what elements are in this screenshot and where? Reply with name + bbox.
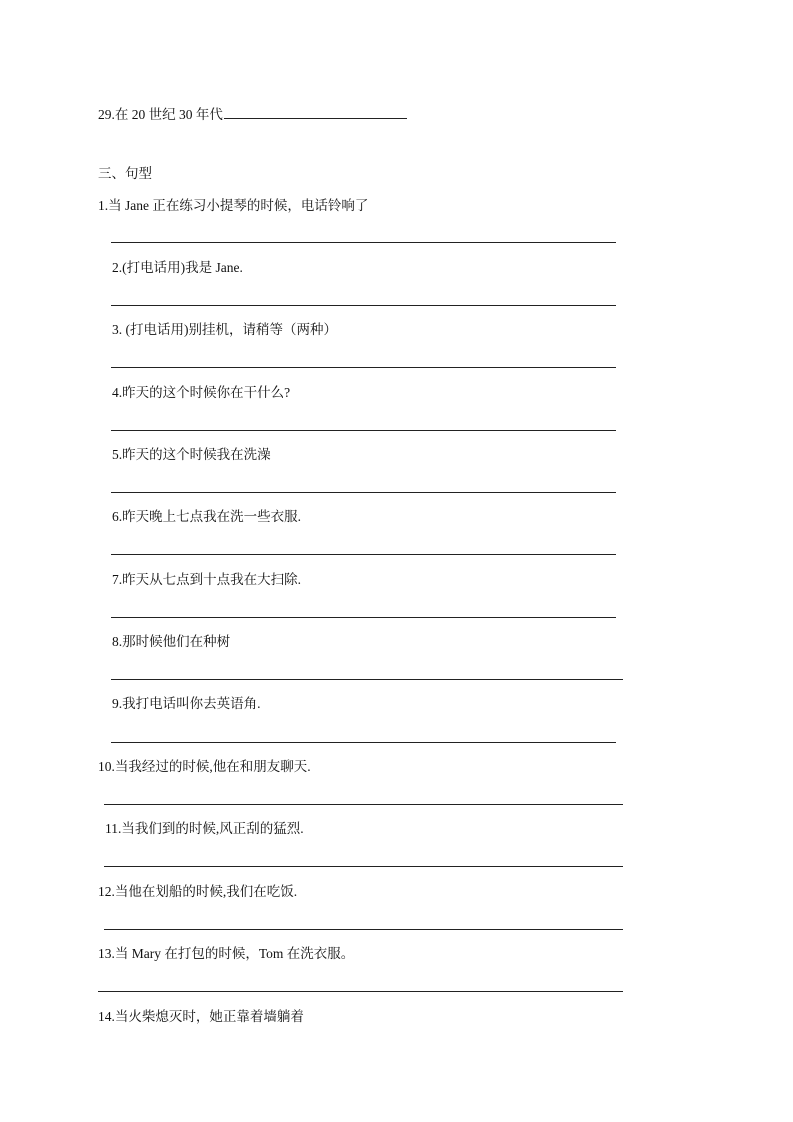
answer-line-12[interactable] [104,929,623,930]
question-2: 2.(打电话用)我是 Jane. [112,260,243,275]
question-10: 10.当我经过的时候,他在和朋友聊天. [98,759,311,774]
answer-line-9[interactable] [111,742,616,743]
question-6: 6.昨天晚上七点我在洗一些衣服. [112,509,301,524]
answer-line-2[interactable] [111,305,616,306]
question-1: 1.当 Jane 正在练习小提琴的时候，电话铃响了 [98,198,369,213]
question-11: 11.当我们到的时候,风正刮的猛烈. [105,821,304,836]
answer-line-13[interactable] [98,991,623,992]
question-8: 8.那时候他们在种树 [112,634,231,649]
answer-line-1[interactable] [111,242,616,243]
answer-line-7[interactable] [111,617,616,618]
question-13: 13.当 Mary 在打包的时候，Tom 在洗衣服。 [98,946,355,961]
answer-line-4[interactable] [111,430,616,431]
question-29-text: 29.在 20 世纪 30 年代 [98,107,223,122]
question-12: 12.当他在划船的时候,我们在吃饭. [98,884,298,899]
question-4: 4.昨天的这个时候你在干什么? [112,385,291,400]
question-29-blank[interactable] [224,104,407,119]
question-3: 3. (打电话用)别挂机，请稍等（两种） [112,322,337,337]
answer-line-10[interactable] [104,804,623,805]
answer-line-8[interactable] [111,679,623,680]
question-7: 7.昨天从七点到十点我在大扫除. [112,572,301,587]
answer-line-11[interactable] [104,866,623,867]
answer-line-6[interactable] [111,554,616,555]
answer-line-3[interactable] [111,367,616,368]
question-5: 5.昨天的这个时候我在洗澡 [112,447,271,462]
question-29 [98,104,407,124]
answer-line-5[interactable] [111,492,616,493]
section-title: 三、句型 [98,166,152,181]
question-9: 9.我打电话叫你去英语角. [112,696,261,711]
question-14: 14.当火柴熄灭时，她正靠着墙躺着 [98,1009,304,1024]
